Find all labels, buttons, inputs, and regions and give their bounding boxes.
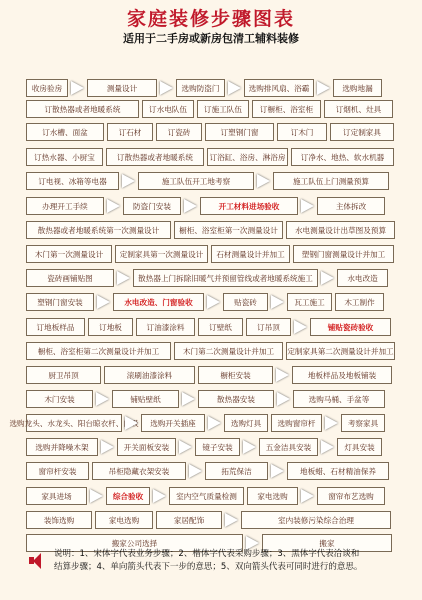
flow-step: 防盗门安装 bbox=[123, 197, 181, 215]
arrow-right-icon bbox=[228, 81, 241, 95]
arrow-right-icon bbox=[117, 271, 130, 285]
flow-row bbox=[26, 486, 406, 506]
speaker-icon bbox=[28, 552, 46, 570]
flow-step: 选购窗帘杆 bbox=[271, 414, 322, 432]
arrow-right-icon bbox=[107, 199, 120, 213]
arrow-right-icon bbox=[182, 392, 195, 406]
flow-row bbox=[26, 268, 406, 288]
flow-step: 选购地漏 bbox=[333, 79, 382, 97]
flow-step: 地板样品及地板铺装 bbox=[292, 366, 392, 384]
arrow-right-icon bbox=[276, 368, 289, 382]
arrow-right-icon bbox=[271, 464, 284, 478]
flow-step: 散热器上门拆除旧暖气并预留管线或者地暖系统施工 bbox=[133, 269, 318, 287]
flow-step: 室内装修污染综合治理 bbox=[241, 511, 391, 529]
flow-step: 装饰选购 bbox=[26, 511, 92, 529]
flow-step: 选购排风扇、浴霸 bbox=[244, 79, 314, 97]
flow-row bbox=[26, 220, 406, 240]
flow-step: 瓷砖画铺贴图 bbox=[26, 269, 114, 287]
flow-step: 瓦工施工 bbox=[287, 293, 332, 311]
flow-row bbox=[26, 78, 406, 98]
flow-row bbox=[26, 437, 406, 457]
flow-step: 家电选购 bbox=[247, 487, 298, 505]
flow-step: 收房验房 bbox=[26, 79, 68, 97]
flow-step: 订散热器或者地暖系统 bbox=[106, 148, 204, 166]
flow-step: 橱柜安装 bbox=[198, 366, 273, 384]
flow-step: 木门第二次测量设计并加工 bbox=[174, 342, 283, 360]
flow-row bbox=[26, 196, 406, 216]
flow-step: 施工队伍上门测量预算 bbox=[273, 172, 389, 190]
flow-step: 地板蜡、石材精油保养 bbox=[287, 462, 389, 480]
arrow-right-icon bbox=[243, 440, 256, 454]
flow-step: 橱柜、浴室柜第一次测量设计 bbox=[174, 221, 283, 239]
arrow-right-icon bbox=[301, 489, 314, 503]
flow-step: 订定制家具 bbox=[330, 123, 394, 141]
legend-text bbox=[54, 548, 362, 574]
flow-step: 选购灯具 bbox=[224, 414, 268, 432]
flow-step: 窗帘布艺选购 bbox=[317, 487, 385, 505]
flow-row bbox=[26, 292, 406, 312]
flow-step: 家居配饰 bbox=[156, 511, 222, 529]
arrow-right-icon bbox=[317, 81, 330, 95]
flow-step: 订施工队伍 bbox=[197, 100, 249, 118]
flow-step: 测量设计 bbox=[87, 79, 157, 97]
flow-step-checkpoint: 水电改造、门窗验收 bbox=[113, 293, 204, 311]
arrow-right-icon bbox=[122, 174, 135, 188]
flow-step: 订地板 bbox=[88, 318, 133, 336]
flow-step: 订壁纸 bbox=[198, 318, 243, 336]
arrow-right-icon bbox=[160, 81, 173, 95]
flow-step: 办理开工手续 bbox=[26, 197, 104, 215]
arrow-right-icon bbox=[189, 464, 202, 478]
flow-step: 订塑钢门窗 bbox=[205, 123, 274, 141]
arrow-right-icon bbox=[271, 295, 284, 309]
arrow-right-icon bbox=[207, 295, 220, 309]
flow-step: 搬家 bbox=[262, 534, 392, 552]
arrow-right-icon bbox=[71, 81, 84, 95]
flow-step: 订烟机、灶具 bbox=[324, 100, 393, 118]
flow-step: 镜子安装 bbox=[195, 438, 240, 456]
flow-step: 订净水、地热、软水机器 bbox=[291, 148, 394, 166]
arrow-right-icon bbox=[277, 392, 290, 406]
flow-step: 选购龙头、水龙头、阳台晾衣杆、门吸 bbox=[26, 414, 122, 432]
flow-step: 灯具安装 bbox=[337, 438, 382, 456]
flow-step: 吊柜隐藏衣架安装 bbox=[92, 462, 186, 480]
flow-row bbox=[26, 99, 406, 119]
arrow-right-icon bbox=[101, 440, 114, 454]
flow-step: 室内空气质量检测 bbox=[169, 487, 244, 505]
flow-step: 贴瓷砖 bbox=[223, 293, 268, 311]
flow-step: 窗帘杆安装 bbox=[26, 462, 89, 480]
flow-step: 订吊顶 bbox=[246, 318, 291, 336]
flow-step: 主体拆改 bbox=[317, 197, 385, 215]
arrow-right-icon bbox=[321, 271, 334, 285]
flow-step: 订水槽、面盆 bbox=[26, 123, 104, 141]
flow-step: 订水电队伍 bbox=[142, 100, 194, 118]
arrow-right-icon bbox=[179, 440, 192, 454]
flow-row bbox=[26, 461, 406, 481]
flow-step: 订电视、冰箱等电器 bbox=[26, 172, 119, 190]
arrow-right-icon bbox=[325, 416, 338, 430]
flow-step: 石材测量设计并加工 bbox=[211, 245, 290, 263]
flow-step: 选购防盗门 bbox=[176, 79, 225, 97]
flow-step: 订热水器、小厨宝 bbox=[26, 148, 103, 166]
flow-step: 搬家公司选择 bbox=[26, 534, 243, 552]
arrow-right-icon bbox=[301, 199, 314, 213]
arrow-right-icon bbox=[125, 416, 138, 430]
arrow-right-icon bbox=[97, 295, 110, 309]
flow-row bbox=[26, 244, 406, 264]
flow-step: 施工队伍开工地考察 bbox=[138, 172, 254, 190]
flow-row bbox=[26, 389, 406, 409]
flow-step: 订石材 bbox=[107, 123, 153, 141]
arrow-right-icon bbox=[90, 489, 103, 503]
flow-step: 选购开关插座 bbox=[141, 414, 205, 432]
flow-step: 开关面板安装 bbox=[117, 438, 176, 456]
page-subtitle: 适用于二手房或新房包清工辅料装修 bbox=[123, 32, 299, 45]
flow-step-checkpoint: 综合验收 bbox=[106, 487, 150, 505]
flow-step: 订油漆涂料 bbox=[136, 318, 195, 336]
arrow-right-icon bbox=[294, 320, 307, 334]
flow-step: 塑钢门窗安装 bbox=[26, 293, 94, 311]
flow-row bbox=[26, 510, 406, 530]
flow-step: 订橱柜、浴室柜 bbox=[252, 100, 321, 118]
arrow-right-icon bbox=[153, 489, 166, 503]
flow-step: 滚刷油漆涂料 bbox=[104, 366, 195, 384]
flow-row bbox=[26, 171, 406, 191]
flow-row bbox=[26, 341, 406, 361]
flow-step: 木门安装 bbox=[26, 390, 93, 408]
flow-step: 水电改造 bbox=[337, 269, 388, 287]
flow-step: 散热器安装 bbox=[198, 390, 274, 408]
flow-step: 木工制作 bbox=[335, 293, 384, 311]
legend-line-2: 结算步骤；4、单向箭头代表下一步的意思；5、双向箭头代表可同时进行的意思。 bbox=[54, 562, 363, 572]
arrow-right-icon bbox=[257, 174, 270, 188]
flow-step: 定制家具第一次测量设计 bbox=[115, 245, 208, 263]
flow-step: 订散热器或者地暖系统 bbox=[26, 100, 139, 118]
flow-step: 橱柜、浴室柜第二次测量设计并加工 bbox=[26, 342, 171, 360]
flow-row bbox=[26, 365, 406, 385]
flow-step-checkpoint: 开工材料进场验收 bbox=[200, 197, 298, 215]
flow-step: 铺贴壁纸 bbox=[112, 390, 179, 408]
flow-step: 考察家具 bbox=[341, 414, 385, 432]
flow-step: 订瓷砖 bbox=[156, 123, 202, 141]
flow-step: 家电选购 bbox=[95, 511, 153, 529]
arrow-right-icon bbox=[321, 440, 334, 454]
flow-step: 选购马桶、手盆等 bbox=[293, 390, 385, 408]
arrow-right-icon bbox=[96, 392, 109, 406]
flow-step: 家具进场 bbox=[26, 487, 87, 505]
flow-row bbox=[26, 122, 406, 142]
legend bbox=[28, 548, 408, 574]
flow-step: 订地板样品 bbox=[26, 318, 85, 336]
arrow-right-icon bbox=[225, 513, 238, 527]
legend-line-1: 说明：1、宋体字代表业务步骤；2、楷体字代表采购步骤；3、黑体字代表洽谈和 bbox=[54, 549, 360, 559]
flow-step: 塑钢门窗测量设计并加工 bbox=[293, 245, 394, 263]
flow-step: 订木门 bbox=[277, 123, 327, 141]
flow-step: 厨卫吊顶 bbox=[26, 366, 101, 384]
flow-step: 拓荒保洁 bbox=[205, 462, 268, 480]
flow-row bbox=[9, 413, 406, 433]
flow-row bbox=[26, 147, 406, 167]
flow-step: 选购并降噪木架 bbox=[26, 438, 98, 456]
arrow-right-icon bbox=[208, 416, 221, 430]
flow-step: 木门第一次测量设计 bbox=[26, 245, 112, 263]
flow-step: 散热器或者地暖系统第一次测量设计 bbox=[26, 221, 171, 239]
flow-step: 定制家具第二次测量设计并加工 bbox=[286, 342, 395, 360]
flow-row bbox=[26, 317, 406, 337]
flow-step: 五金洁具安装 bbox=[259, 438, 318, 456]
flow-step: 订浴缸、浴房、淋浴房 bbox=[207, 148, 288, 166]
flow-step: 水电测量设计出草图及预算 bbox=[286, 221, 395, 239]
page-title: 家庭装修步骤图表 bbox=[126, 8, 295, 30]
flow-step-checkpoint: 铺贴瓷砖验收 bbox=[310, 318, 391, 336]
arrow-right-icon bbox=[184, 199, 197, 213]
